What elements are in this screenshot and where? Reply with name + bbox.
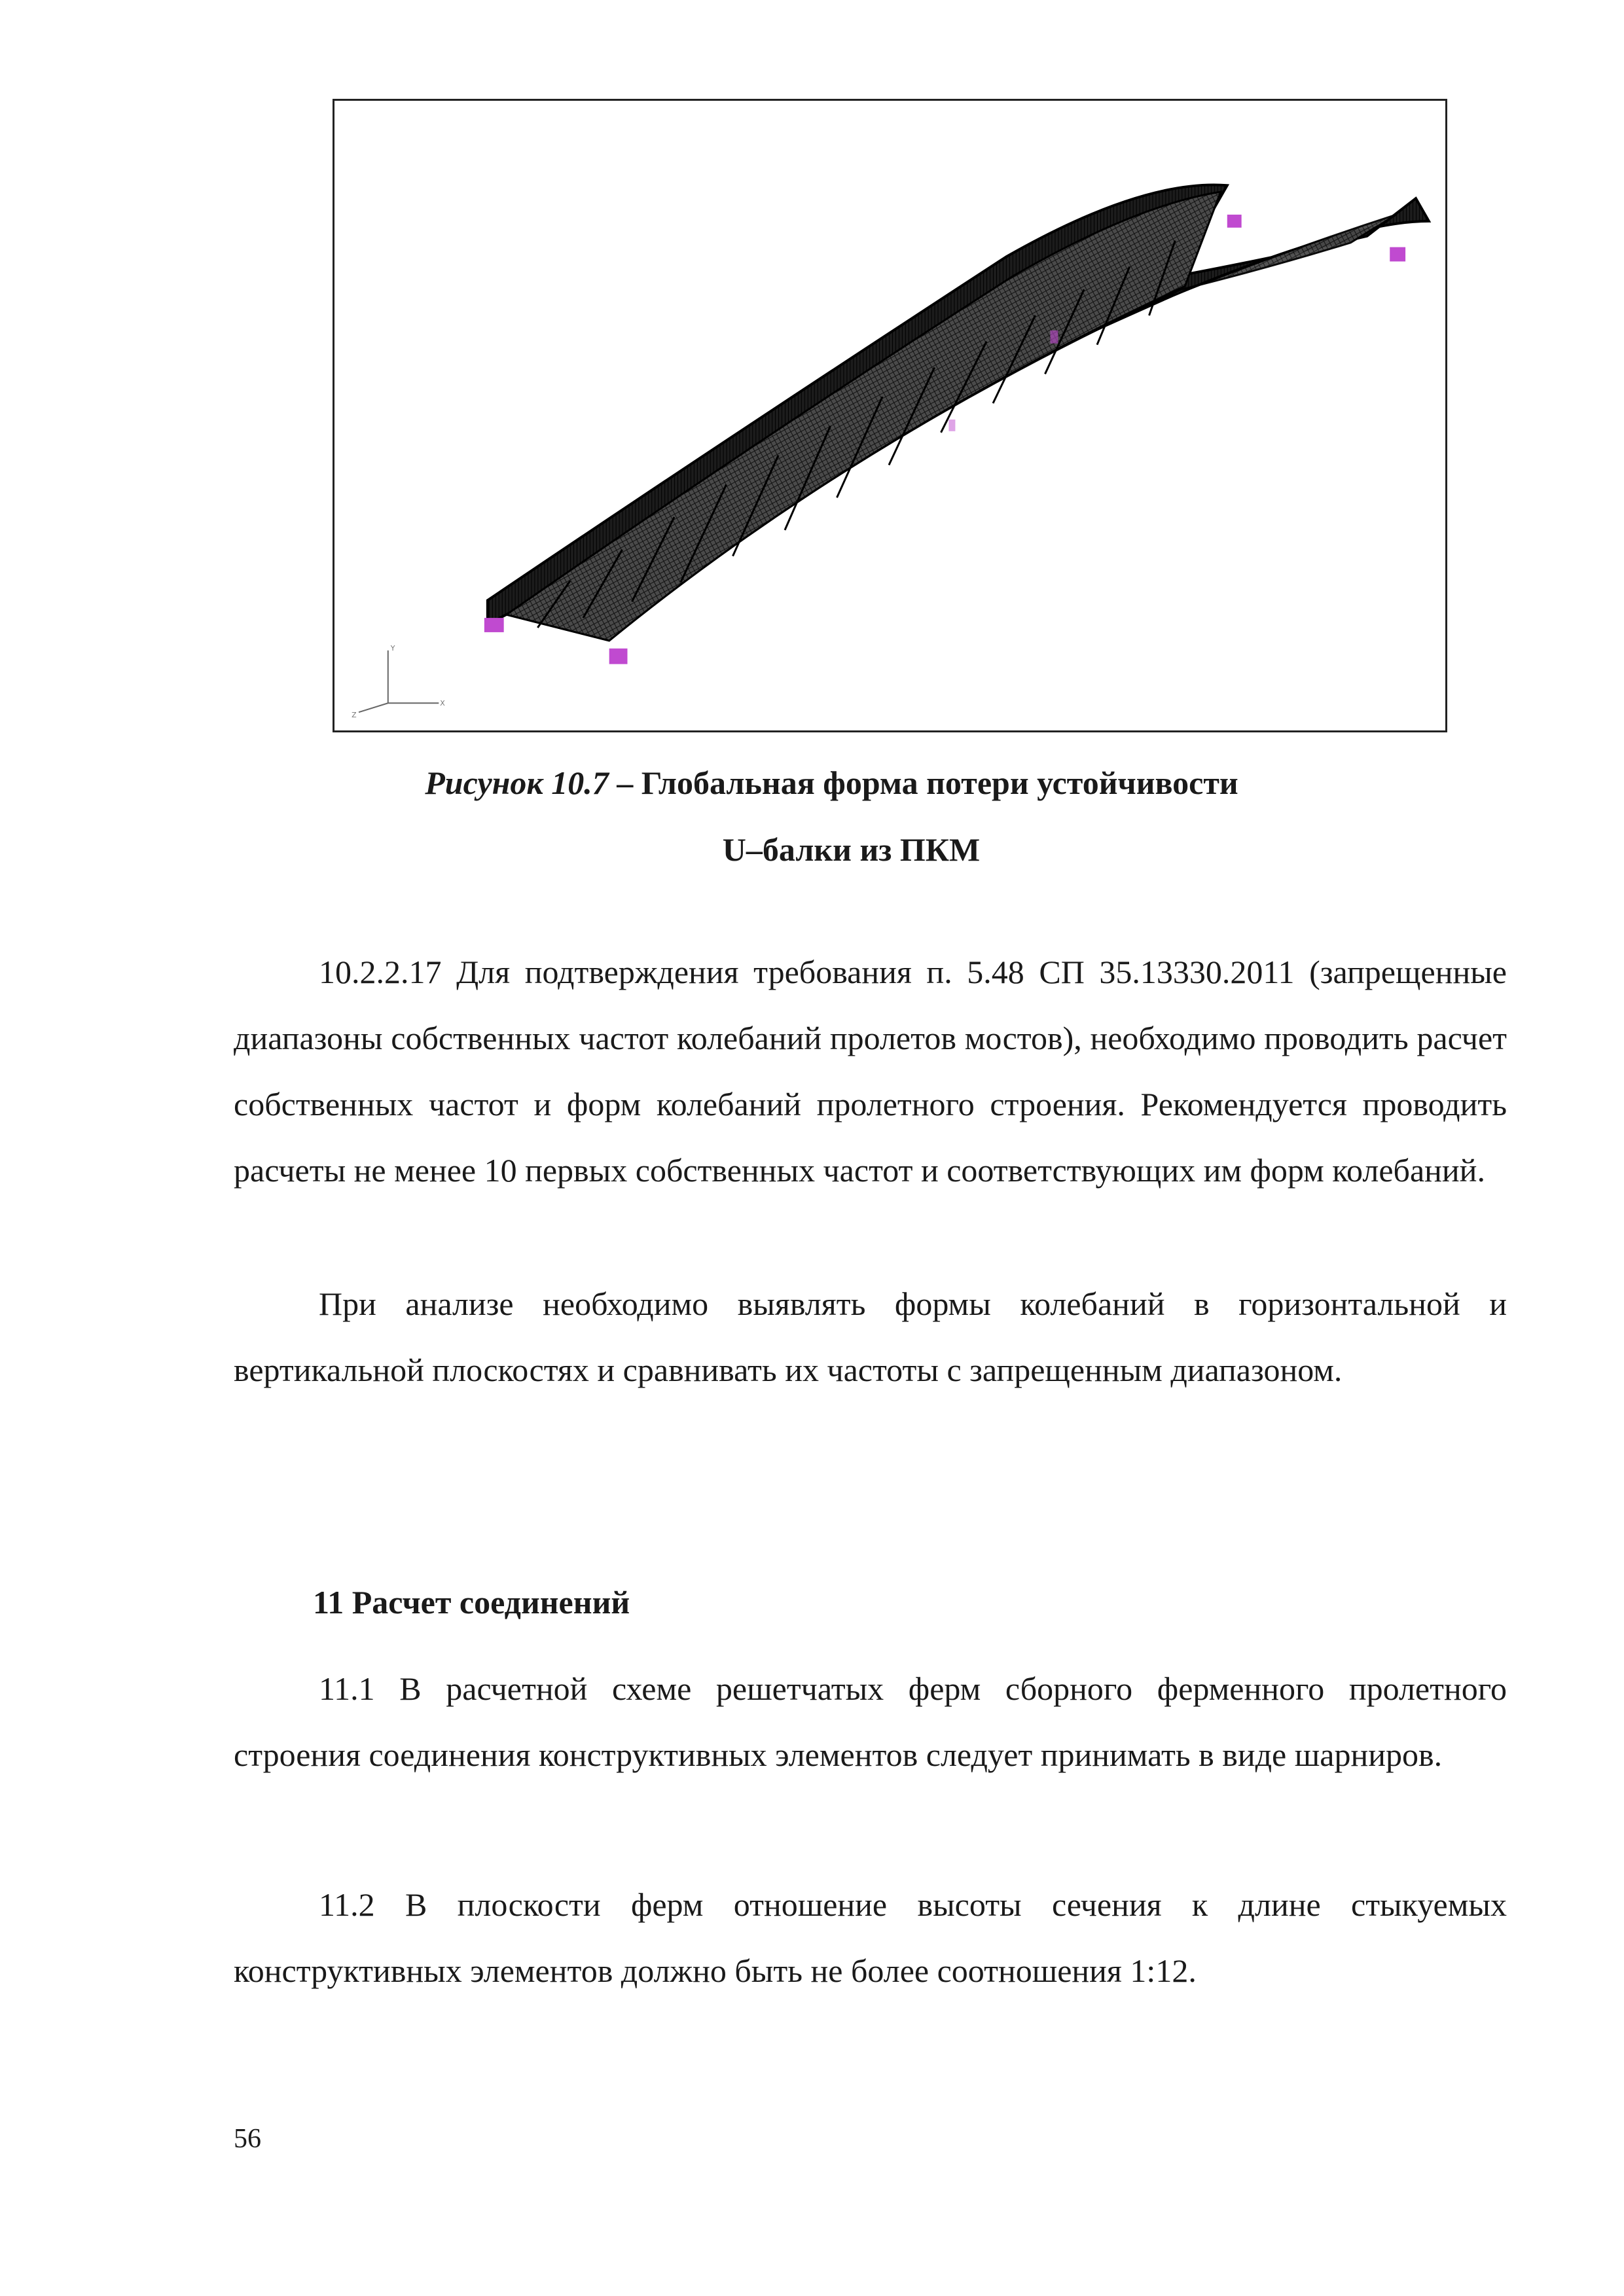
figure-title-line1: – Глобальная форма потери устойчивости [617,764,1238,801]
figure-title-line2: U–балки из ПКМ [722,831,981,868]
support-marker [484,618,504,632]
support-marker [1227,215,1242,228]
paragraph-analysis [234,1271,1507,1403]
u-beam-buckling-mesh-image [334,101,1445,730]
support-marker [1050,331,1058,344]
figure-label: Рисунок 10.7 [425,764,609,801]
axis-z-label: Z [352,711,357,720]
paragraph-11-2 [234,1872,1507,2004]
figure-caption-line1 [0,763,1624,802]
coordinate-axes [359,651,439,712]
page-number: 56 [234,2124,261,2154]
axis-y-label: Y [390,643,395,653]
axis-x-label: X [440,699,445,708]
paragraph-10-2-2-17 [234,939,1507,1204]
paragraph-text: 11.2 В плоскости ферм отношение высоты сечения к длине стыкуемых конструктивных элементов должно быть не более соотношения 1:12. [234,1886,1507,1989]
paragraph-text: При анализе необходимо выявлять формы колебаний в горизонтальной и вертикальной плоскостях и сравнивать их частоты с запрещенным диапазоном. [234,1285,1507,1388]
support-marker [609,649,628,664]
figure-caption-line2 [0,830,1624,869]
paragraph-text: 11.1 В расчетной схеме решетчатых ферм сборного ферменного пролетного строения соединения конструктивных элементов следует принимать в виде шарниров. [234,1670,1507,1773]
figure-image-frame [333,99,1447,732]
support-marker [1390,247,1405,262]
support-marker [948,420,955,431]
paragraph-text: 10.2.2.17 Для подтверждения требования п. 5.48 СП 35.13330.2011 (запрещенные диапазоны собственных частот колебаний пролетов мостов), необходимо проводить расчет собственных частот и форм колебаний пролетного строения. Рекомендуется проводить расчеты не менее 10 первых собственных частот и соответствующих им форм колебаний. [234,954,1507,1189]
paragraph-11-1 [234,1656,1507,1788]
section-heading: 11 Расчет соединений [313,1584,630,1621]
